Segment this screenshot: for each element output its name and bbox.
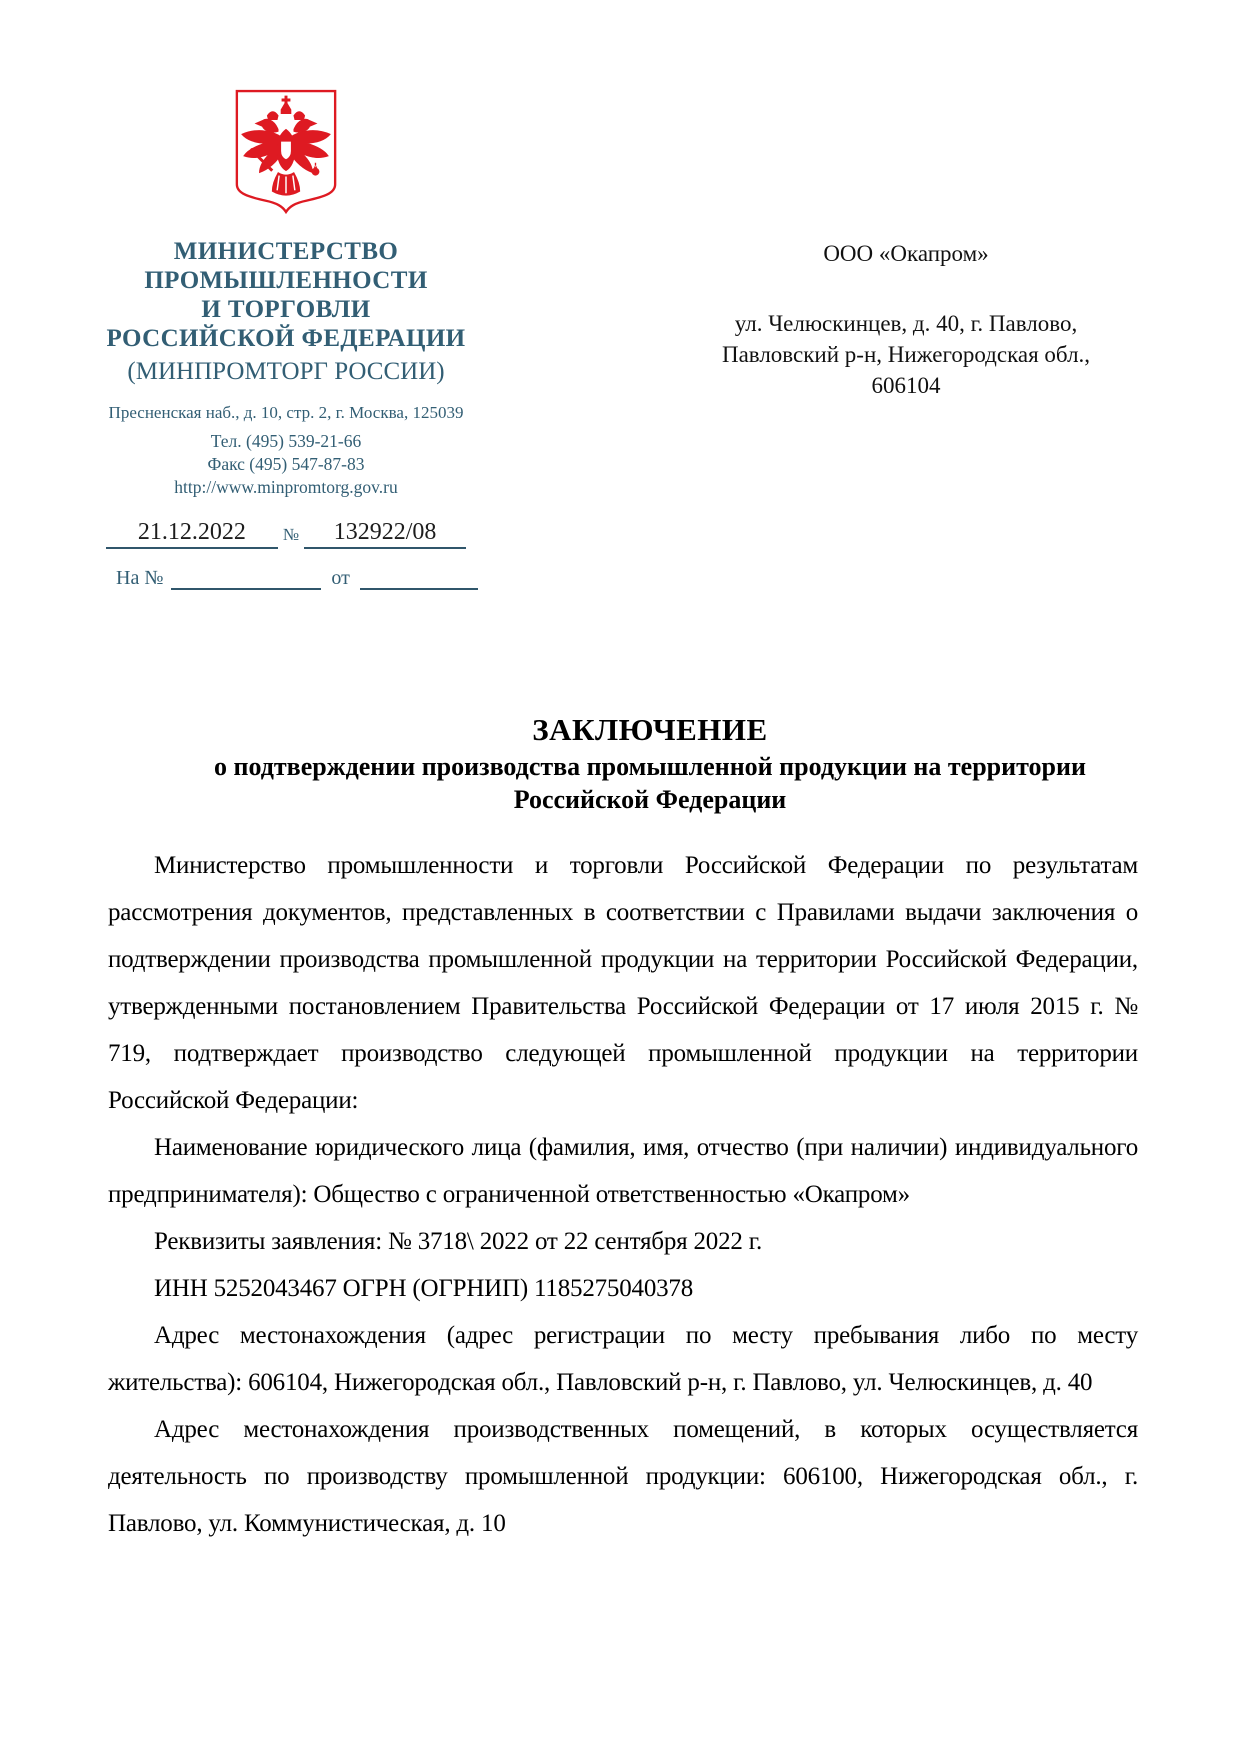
document-subtitle-line-2: Российской Федерации [513, 785, 787, 814]
ministry-name-line-2: ПРОМЫШЛЕННОСТИ [144, 267, 428, 294]
ministry-fax: Факс (495) 547-87-83 [207, 454, 365, 474]
ministry-website: http://www.minpromtorg.gov.ru [174, 477, 398, 497]
body-paragraph-3: Реквизиты заявления: № 3718\ 2022 от 22 сентября 2022 г. [154, 1228, 763, 1255]
ref-number-label: На № [116, 567, 164, 589]
body-paragraph-6: Адрес местонахождения производственных помещений, в которых осуществляется деятельность по производству промышленной продукции: 606100, Нижегородская обл., г. Павлово, ул. Коммунистическая, д. 10 [108, 1416, 1138, 1537]
document-subtitle-line-1: о подтверждении производства промышленной продукции на территории [214, 752, 1086, 781]
russia-coat-of-arms-icon [229, 85, 343, 217]
ministry-name-line-3: И ТОРГОВЛИ [201, 296, 371, 323]
body-paragraph-1: Министерство промышленности и торговли Российской Федерации по результатам рассмотрения документов, представленных в соответствии с Правилами выдачи заключения о подтверждении производства промышленной продукции на территории Российской Федерации, утвержденными постановлением Правительства Российской Федерации от 17 июля 2015 г. № 719, подтверждает производство следующей промышленной продукции на территории Российской Федерации: [108, 852, 1138, 1114]
number-sign: № [282, 525, 300, 544]
document-title: ЗАКЛЮЧЕНИЕ [532, 712, 768, 747]
recipient-block [650, 238, 1162, 401]
ref-from-label: от [331, 567, 350, 589]
doc-date-field: 21.12.2022 [106, 518, 278, 549]
ministry-contacts [92, 430, 480, 499]
recipient-address-line-1: ул. Челюскинцев, д. 40, г. Павлово, [734, 311, 1078, 336]
recipient-address-line-3: 606104 [871, 373, 941, 398]
document-title-block [140, 710, 1160, 816]
ministry-name [92, 237, 480, 353]
body-paragraph-5: Адрес местонахождения (адрес регистрации по месту пребывания либо по месту жительства): 606104, Нижегородская обл., Павловский р-н, г. Павлово, ул. Челюскинцев, д. 40 [108, 1322, 1138, 1396]
doc-date-number-row [92, 518, 480, 549]
recipient-name: ООО «Окапром» [823, 241, 989, 266]
ministry-name-line-4: РОССИЙСКОЙ ФЕДЕРАЦИИ [106, 325, 466, 352]
ref-date-blank [360, 566, 478, 590]
ministry-postal-address: Пресненская наб., д. 10, стр. 2, г. Москва, 125039 [108, 403, 464, 422]
body-paragraph-4: ИНН 5252043467 ОГРН (ОГРНИП) 1185275040378 [154, 1275, 694, 1302]
reference-row [92, 566, 480, 590]
letterhead-block [92, 85, 480, 590]
body-paragraph-2: Наименование юридического лица (фамилия, имя, отчество (при наличии) индивидуального предпринимателя): Общество с ограниченной ответственностью «Окапром» [108, 1134, 1138, 1208]
ref-number-blank [171, 566, 321, 590]
ministry-phone: Тел. (495) 539-21-66 [210, 431, 362, 451]
doc-number-field: 132922/08 [304, 518, 466, 549]
document-body [108, 842, 1138, 1547]
ministry-name-line-1: МИНИСТЕРСТВО [173, 238, 399, 265]
recipient-address-line-2: Павловский р-н, Нижегородская обл., [721, 342, 1091, 367]
ministry-short-name: (МИНПРОМТОРГ РОССИИ) [127, 358, 445, 385]
